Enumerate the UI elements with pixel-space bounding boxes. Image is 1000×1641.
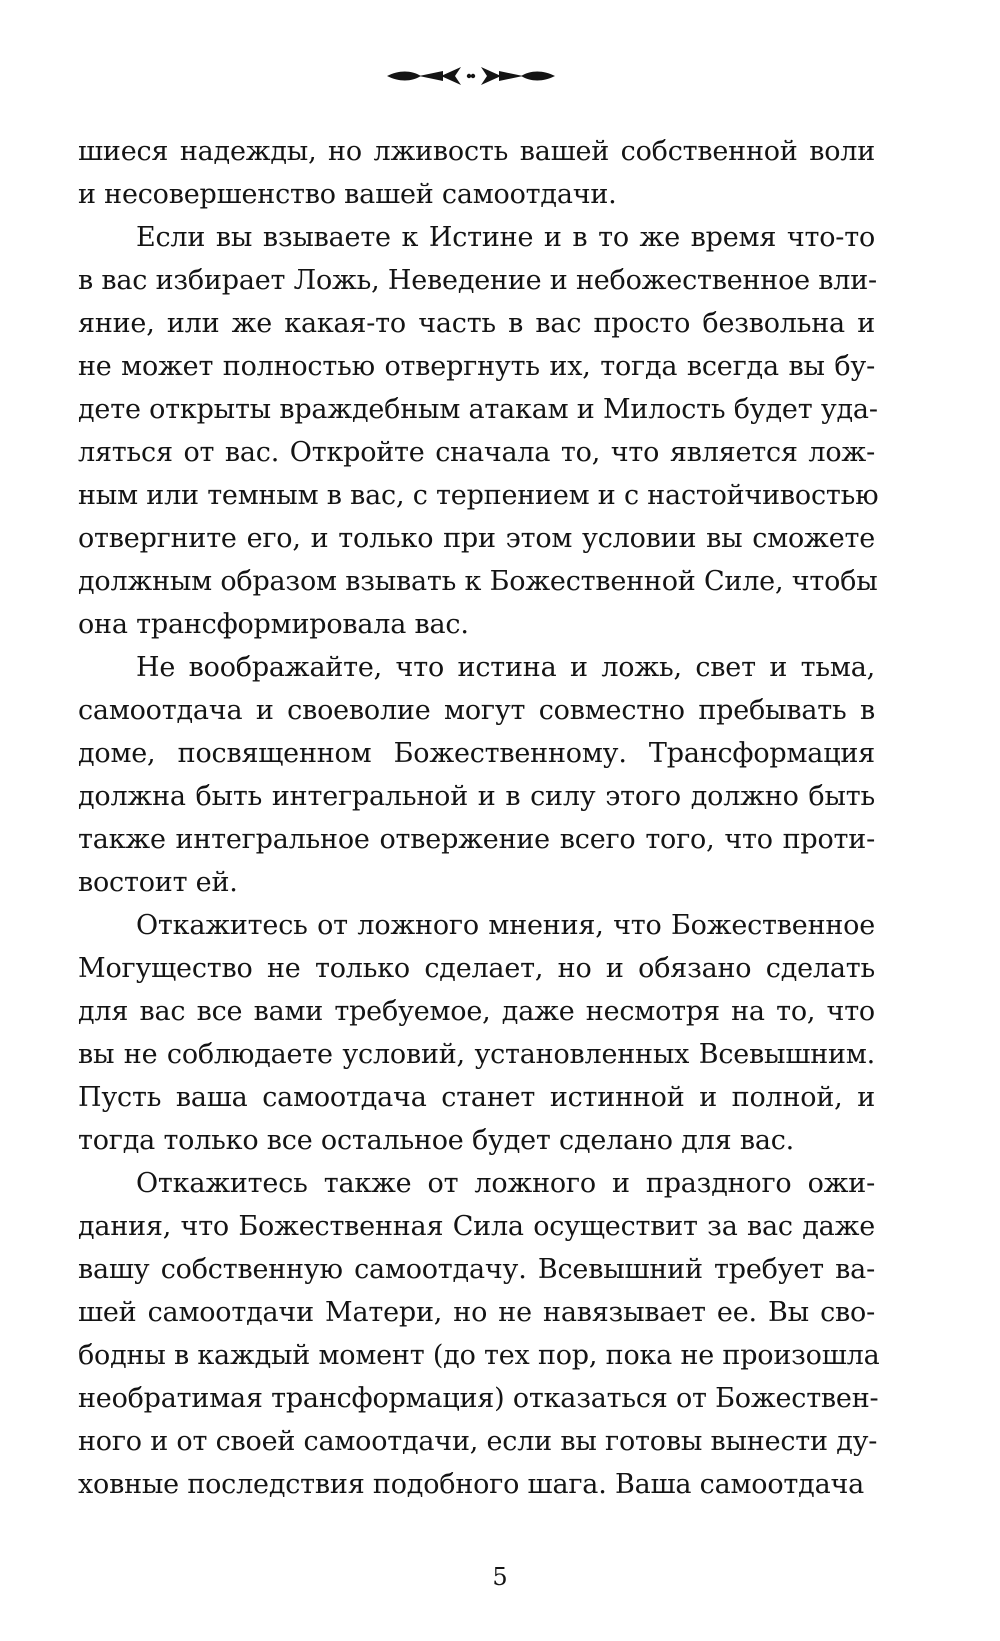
paragraph	[78, 904, 875, 1162]
paragraph	[78, 646, 875, 904]
text-line: бодны в каждый момент (до тех пор, пока не произошла	[78, 1340, 880, 1371]
text-line: необратимая трансформация) отказаться от Божествен-	[78, 1383, 879, 1414]
text-line: и несовершенство вашей самоотдачи.	[78, 179, 617, 210]
paragraph	[78, 130, 875, 216]
text-line: Если вы взываете к Истине и в то же время что-то	[136, 222, 875, 253]
text-line: она трансформировала вас.	[78, 609, 469, 640]
text-line: ховные последствия подобного шага. Ваша самоотдача	[78, 1469, 865, 1500]
text-line: в вас избирает Ложь, Неведение и небожественное вли-	[78, 265, 877, 296]
text-line: должна быть интегральной и в силу этого должно быть	[78, 781, 875, 812]
paragraph	[78, 1162, 880, 1506]
text-line: Откажитесь также от ложного и праздного ожи-	[136, 1168, 875, 1199]
page-number: 5	[492, 1563, 508, 1591]
text-line: вашу собственную самоотдачу. Всевышний требует ва-	[78, 1254, 875, 1285]
text-line: не может полностью отвергнуть их, тогда всегда вы бу-	[78, 351, 875, 382]
text-line: вы не соблюдаете условий, установленных Всевышним.	[78, 1039, 875, 1070]
text-line: ного и от своей самоотдачи, если вы готовы вынести ду-	[78, 1426, 878, 1457]
text-line: Пусть ваша самоотдача станет истинной и полной, и	[78, 1082, 875, 1113]
text-line: самоотдача и своеволие могут совместно пребывать в	[78, 695, 875, 726]
text-line: тогда только все остальное будет сделано для вас.	[78, 1125, 795, 1156]
text-line: доме, посвященном Божественному. Трансформация	[78, 738, 875, 769]
text-line: также интегральное отвержение всего того, что проти-	[78, 824, 875, 855]
decorative-divider-icon	[385, 62, 557, 90]
text-line: шей самоотдачи Матери, но не навязывает ее. Вы сво-	[78, 1297, 875, 1328]
text-line: яние, или же какая-то часть в вас просто безвольна и	[78, 308, 875, 339]
text-line: Откажитесь от ложного мнения, что Божественное	[136, 910, 875, 941]
text-line: ным или темным в вас, с терпением и с настойчивостью	[78, 480, 879, 511]
text-line: востоит ей.	[78, 867, 238, 898]
text-line: должным образом взывать к Божественной Силе, чтобы	[78, 566, 878, 597]
paragraph	[78, 216, 879, 646]
text-line: шиеся надежды, но лживость вашей собственной воли	[78, 136, 875, 167]
text-line: Могущество не только сделает, но и обязано сделать	[78, 953, 875, 984]
body-text	[78, 130, 880, 1506]
text-line: дете открыты враждебным атакам и Милость будет уда-	[78, 394, 878, 425]
text-line: для вас все вами требуемое, даже несмотря на то, что	[78, 996, 875, 1027]
text-line: дания, что Божественная Сила осуществит за вас даже	[78, 1211, 875, 1242]
text-line: ляться от вас. Откройте сначала то, что является лож-	[78, 437, 875, 468]
text-line: Не воображайте, что истина и ложь, свет и тьма,	[136, 652, 875, 683]
text-line: отвергните его, и только при этом условии вы сможете	[78, 523, 875, 554]
